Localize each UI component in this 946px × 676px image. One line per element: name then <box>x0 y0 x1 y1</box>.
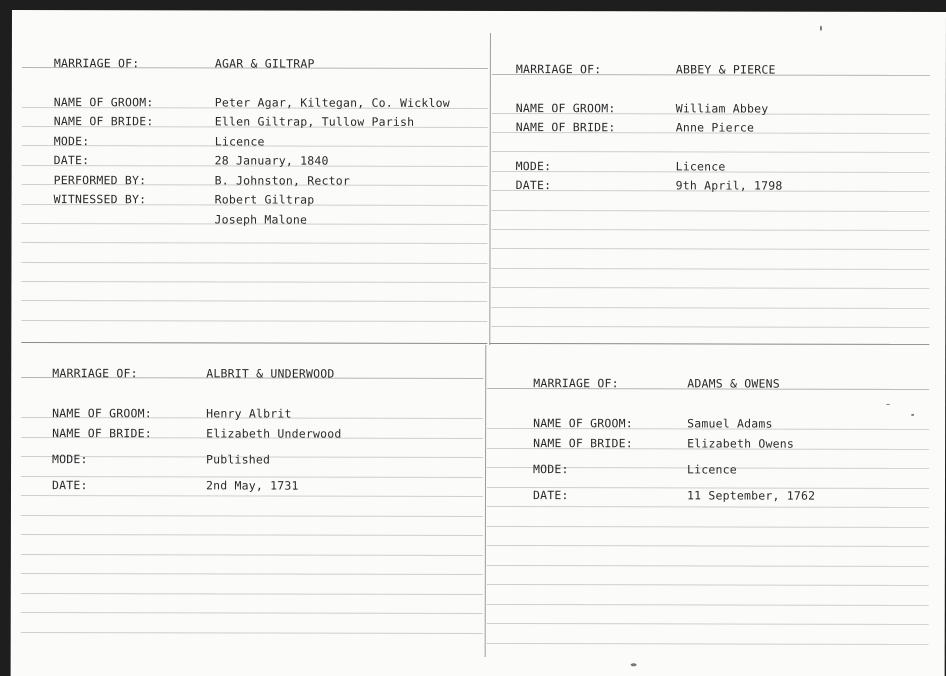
marriage-of-value: AGAR & GILTRAP <box>214 56 315 71</box>
marriage-card-agar-giltrap <box>21 24 488 341</box>
marriage-card-adams-owens <box>487 347 930 666</box>
bride-value: Elizabeth Owens <box>687 436 794 451</box>
date-value: 11 September, 1762 <box>686 488 816 503</box>
scan-speck <box>886 404 890 405</box>
date-label: DATE: <box>53 153 90 168</box>
marriage-of-label: MARRIAGE OF: <box>52 366 138 381</box>
mode-value: Published <box>206 452 271 467</box>
index-card-sheet <box>11 10 946 676</box>
groom-value: William Abbey <box>675 101 769 116</box>
horizontal-divider-right <box>489 343 929 345</box>
groom-label: NAME OF GROOM: <box>533 416 633 431</box>
marriage-of-value: ABBEY & PIERCE <box>675 62 776 77</box>
bride-label: NAME OF BRIDE: <box>515 120 616 135</box>
witness-1-value: Robert Giltrap <box>214 192 315 207</box>
mode-label: MODE: <box>53 134 90 149</box>
groom-label: NAME OF GROOM: <box>515 101 616 116</box>
performed-by-value: B. Johnston, Rector <box>214 173 351 188</box>
marriage-card-abbey-pierce <box>491 25 930 342</box>
date-label: DATE: <box>532 488 569 503</box>
date-value: 28 January, 1840 <box>214 153 329 168</box>
performed-by-label: PERFORMED BY: <box>53 173 147 188</box>
bride-label: NAME OF BRIDE: <box>53 114 154 129</box>
groom-value: Henry Albrit <box>206 406 292 421</box>
date-value: 9th April, 1798 <box>675 178 783 193</box>
marriage-of-label: MARRIAGE OF: <box>515 62 602 77</box>
date-label: DATE: <box>51 478 88 493</box>
scan-speck <box>911 414 914 416</box>
bride-value: Ellen Giltrap, Tullow Parish <box>214 114 415 129</box>
marriage-of-value: ALBRIT & UNDERWOOD <box>206 366 335 381</box>
marriage-of-label: MARRIAGE OF: <box>533 376 619 391</box>
scan-speck <box>820 26 822 31</box>
date-label: DATE: <box>515 178 552 193</box>
scan-speck <box>631 663 637 666</box>
bride-label: NAME OF BRIDE: <box>533 436 633 451</box>
groom-label: NAME OF GROOM: <box>52 406 152 421</box>
groom-value: Samuel Adams <box>687 416 773 431</box>
witnessed-by-label: WITNESSED BY: <box>53 192 147 207</box>
bride-value: Elizabeth Underwood <box>206 426 342 441</box>
mode-value: Licence <box>687 462 737 477</box>
marriage-of-value: ADAMS & OWENS <box>687 376 780 391</box>
mode-label: MODE: <box>52 452 88 467</box>
date-value: 2nd May, 1731 <box>205 478 299 493</box>
mode-label: MODE: <box>515 159 552 174</box>
groom-label: NAME OF GROOM: <box>53 95 154 110</box>
mode-value: Licence <box>214 134 265 149</box>
witness-2-value: Joseph Malone <box>214 212 308 227</box>
mode-label: MODE: <box>533 462 569 477</box>
marriage-card-albrit-underwood <box>21 346 484 665</box>
horizontal-divider-left <box>21 342 487 344</box>
groom-value: Peter Agar, Kiltegan, Co. Wicklow <box>214 95 450 110</box>
mode-value: Licence <box>675 159 726 174</box>
bride-label: NAME OF BRIDE: <box>52 426 152 441</box>
bride-value: Anne Pierce <box>675 120 755 135</box>
marriage-of-label: MARRIAGE OF: <box>53 56 140 71</box>
